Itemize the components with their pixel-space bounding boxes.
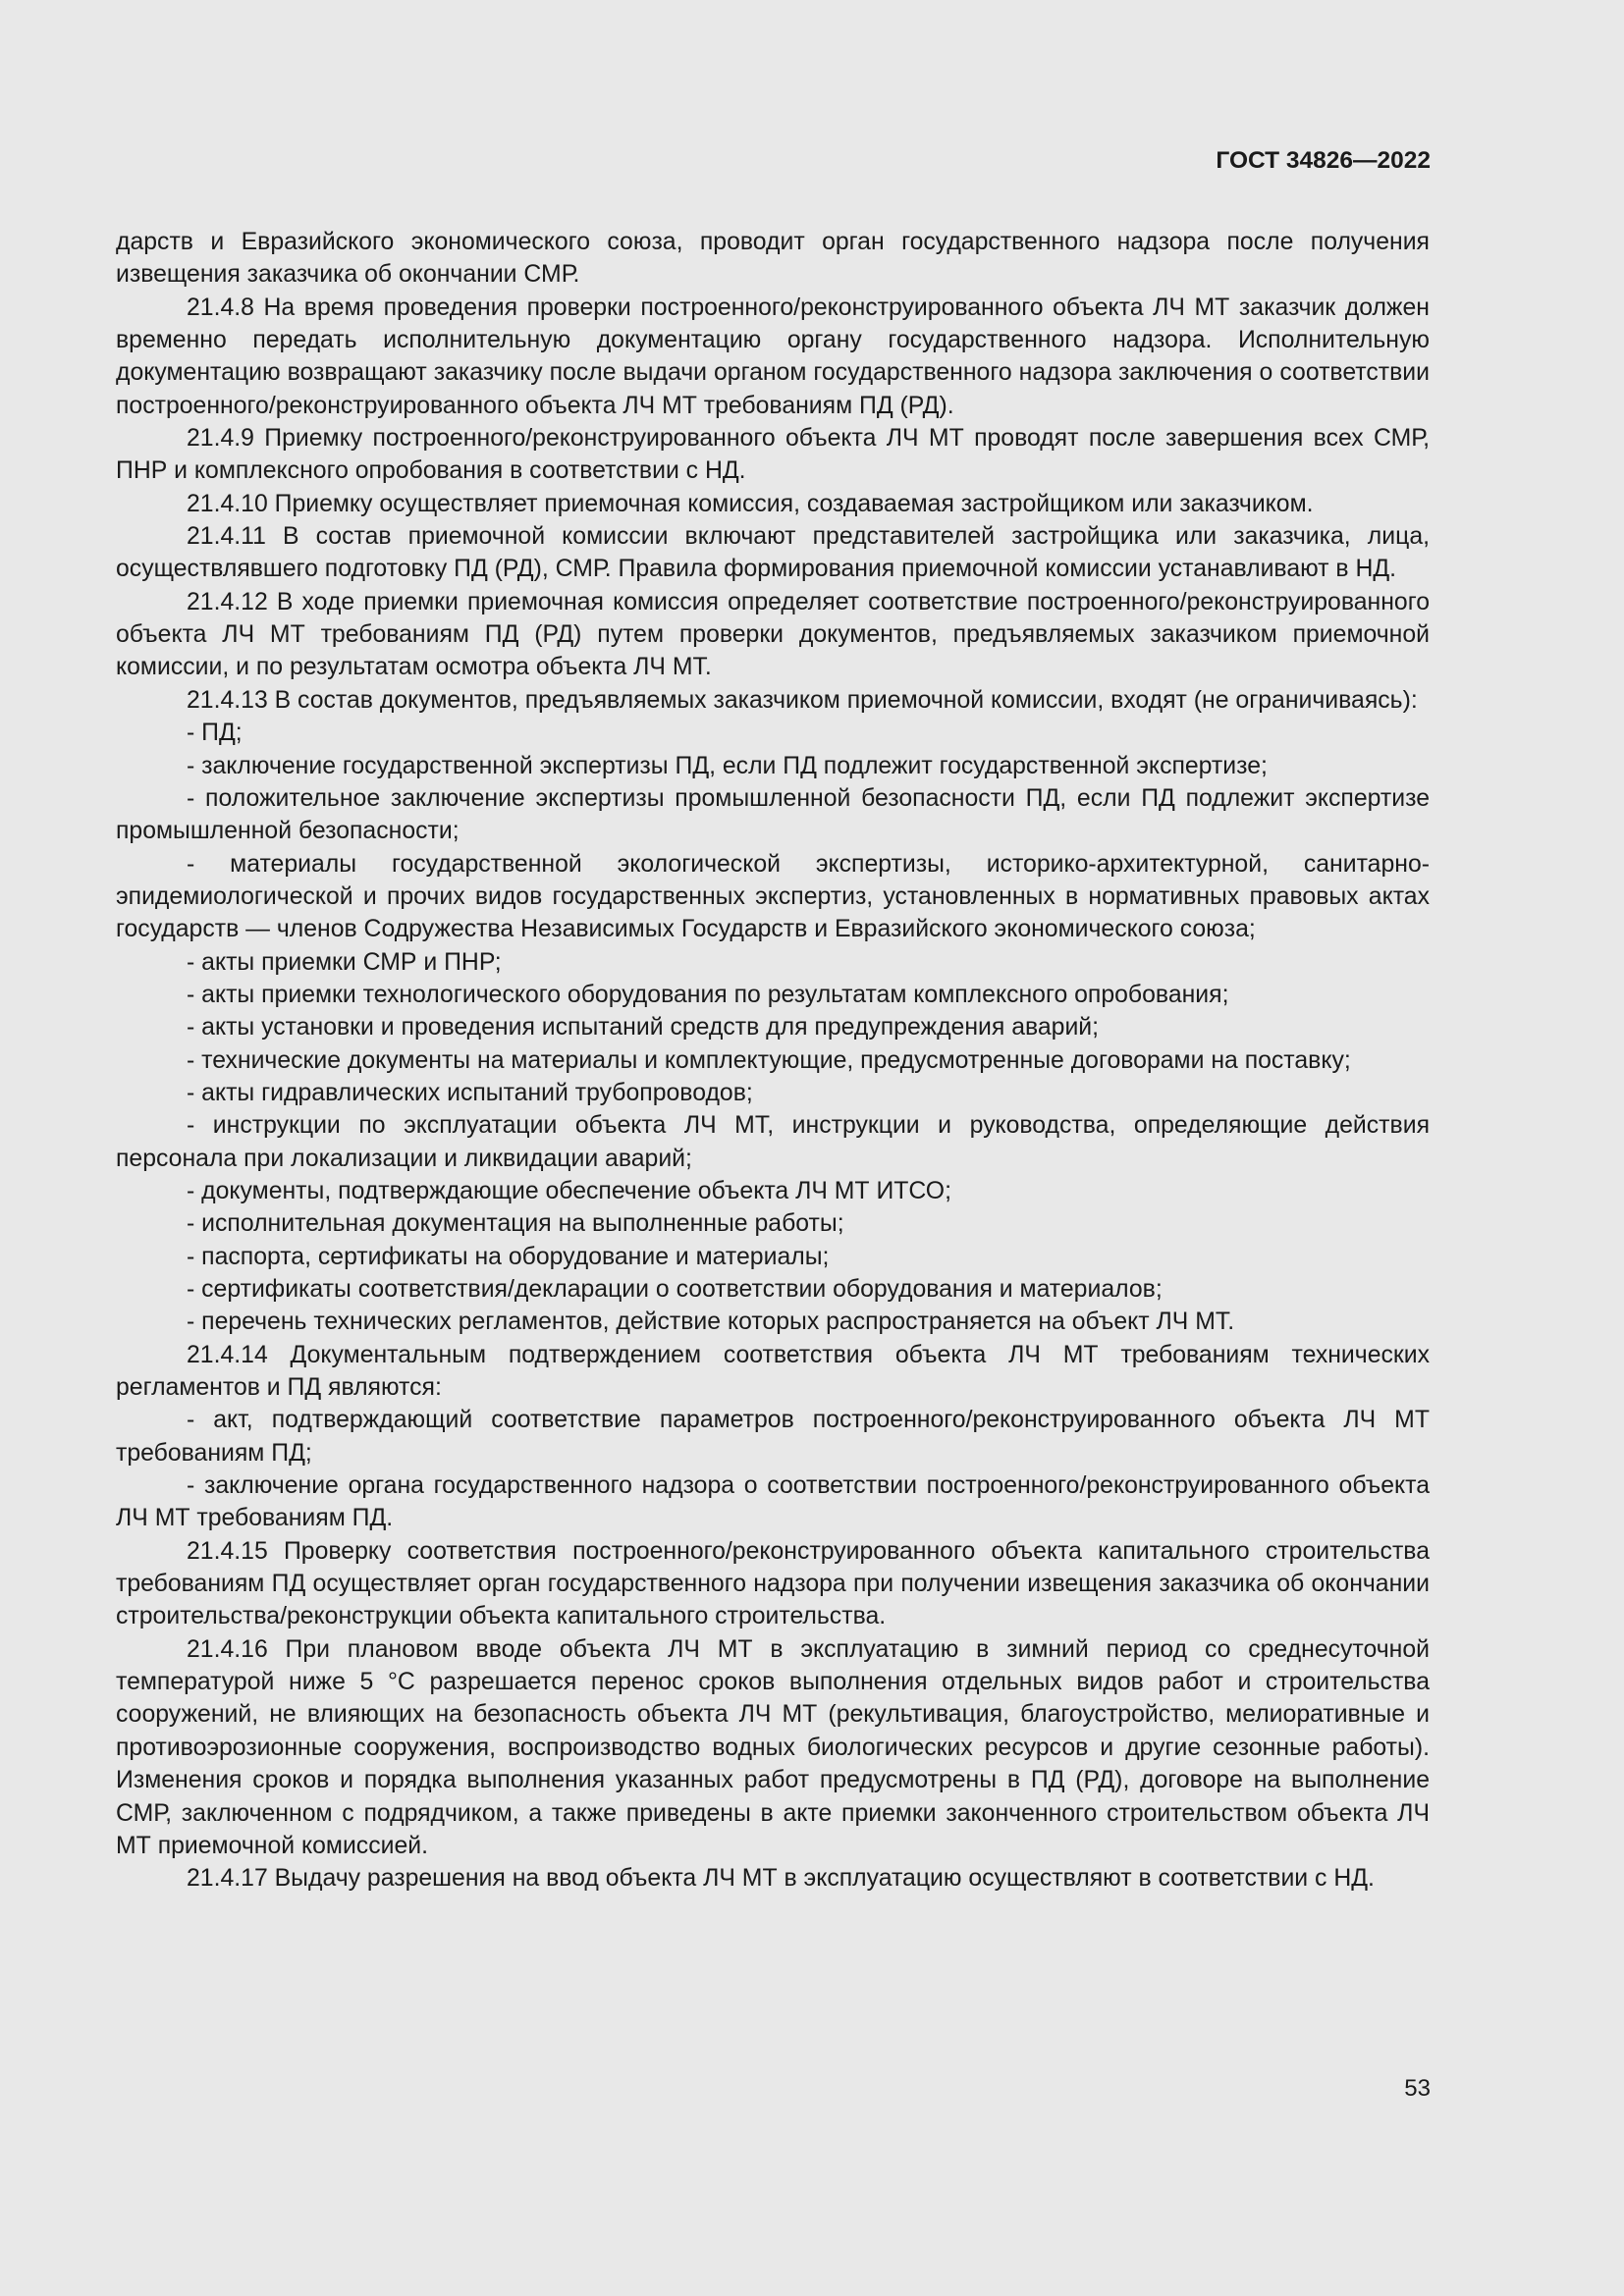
paragraph: 21.4.12 В ходе приемки приемочная комиссия определяет соответствие построенного/реконструированного объекта ЛЧ МТ требованиям ПД (РД) путем проверки документов, предъявляемых заказчиком приемочной комиссии, и по результатам осмотра объекта ЛЧ МТ. (116, 588, 1430, 681)
paragraph: 21.4.17 Выдачу разрешения на ввод объекта ЛЧ МТ в эксплуатацию осуществляют в соответствии с НД. (187, 1865, 1375, 1893)
list-item: - положительное заключение экспертизы промышленной безопасности ПД, если ПД подлежит экспертизе промышленной безопасности; (116, 784, 1430, 845)
list-item: - инструкции по эксплуатации объекта ЛЧ МТ, инструкции и руководства, определяющие действия персонала при локализации и ликвидации аварий; (116, 1112, 1430, 1172)
list-item: - акт, подтверждающий соответствие параметров построенного/реконструированного объекта ЛЧ МТ требованиям ПД; (116, 1407, 1430, 1467)
paragraph: 21.4.13 В состав документов, предъявляемых заказчиком приемочной комиссии, входят (не ограничиваясь): (187, 686, 1418, 714)
list-item: - заключение государственной экспертизы ПД, если ПД подлежит государственной экспертизе; (187, 752, 1268, 779)
list-item: - материалы государственной экологической экспертизы, историко-архитектурной, санитарно-эпидемиологической и прочих видов государственных экспертиз, установленных в нормативных правовых актах государств — членов Содружества Независимых Государств и Евразийского экономического союза; (116, 850, 1430, 943)
paragraph: 21.4.14 Документальным подтверждением соответствия объекта ЛЧ МТ требованиям технических регламентов и ПД являются: (116, 1341, 1430, 1402)
list-item: - документы, подтверждающие обеспечение объекта ЛЧ МТ ИТСО; (187, 1177, 951, 1204)
list-item: - паспорта, сертификаты на оборудование и материалы; (187, 1243, 830, 1270)
paragraph: 21.4.9 Приемку построенного/реконструированного объекта ЛЧ МТ проводят после завершения всех СМР, ПНР и комплексного опробования в соответствии с НД. (116, 425, 1430, 485)
list-item: - акты установки и проведения испытаний средств для предупреждения аварий; (187, 1014, 1100, 1041)
page-number: 53 (1404, 2075, 1431, 2102)
list-item: - ПД; (187, 720, 243, 747)
list-item: - акты гидравлических испытаний трубопроводов; (187, 1079, 753, 1106)
list-item: - акты приемки СМР и ПНР; (187, 948, 502, 976)
paragraph: 21.4.10 Приемку осуществляет приемочная комиссия, создаваемая застройщиком или заказчиком. (187, 490, 1314, 517)
list-item: - технические документы на материалы и комплектующие, предусмотренные договорами на поставку; (187, 1046, 1351, 1074)
document-code-header: ГОСТ 34826—2022 (1216, 147, 1431, 174)
list-item: - заключение органа государственного надзора о соответствии построенного/реконструированного объекта ЛЧ МТ требованиям ПД. (116, 1472, 1430, 1532)
paragraph: 21.4.16 При плановом вводе объекта ЛЧ МТ в эксплуатацию в зимний период со среднесуточной температурой ниже 5 °C разрешается перенос сроков выполнения отдельных видов работ и строительства сооружений, не влияющих на безопасность объекта ЛЧ МТ (рекультивация, благоустройство, мелиоративные и противоэрозионные сооружения, воспроизводство водных биологических ресурсов и другие сезонные работы). Изменения сроков и порядка выполнения указанных работ предусмотрены в ПД (РД), договоре на выполнение СМР, заключенном с подрядчиком, а также приведены в акте приемки законченного строительством объекта ЛЧ МТ приемочной комиссией. (116, 1635, 1430, 1859)
list-item: - исполнительная документация на выполненные работы; (187, 1210, 844, 1238)
paragraph: 21.4.15 Проверку соответствия построенного/реконструированного объекта капитального строительства требованиям ПД осуществляет орган государственного надзора при получении извещения заказчика об окончании строительства/реконструкции объекта капитального строительства. (116, 1537, 1430, 1630)
list-item: - акты приемки технологического оборудования по результатам комплексного опробования; (187, 981, 1229, 1008)
paragraph: 21.4.11 В состав приемочной комиссии включают представителей застройщика или заказчика, лица, осуществлявшего подготовку ПД (РД), СМР. Правила формирования приемочной комиссии устанавливают в НД. (116, 523, 1430, 583)
paragraph: дарств и Евразийского экономического союза, проводит орган государственного надзора после получения извещения заказчика об окончании СМР. (116, 229, 1430, 289)
list-item: - сертификаты соответствия/декларации о соответствии оборудования и материалов; (187, 1276, 1163, 1303)
document-body (116, 226, 1430, 1896)
list-item: - перечень технических регламентов, действие которых распространяется на объект ЛЧ МТ. (187, 1308, 1235, 1336)
paragraph: 21.4.8 На время проведения проверки построенного/реконструированного объекта ЛЧ МТ заказчик должен временно передать исполнительную документацию органу государственного надзора. Исполнительную документацию возвращают заказчику после выдачи органом государственного надзора заключения о соответствии построенного/реконструированного объекта ЛЧ МТ требованиям ПД (РД). (116, 294, 1430, 419)
